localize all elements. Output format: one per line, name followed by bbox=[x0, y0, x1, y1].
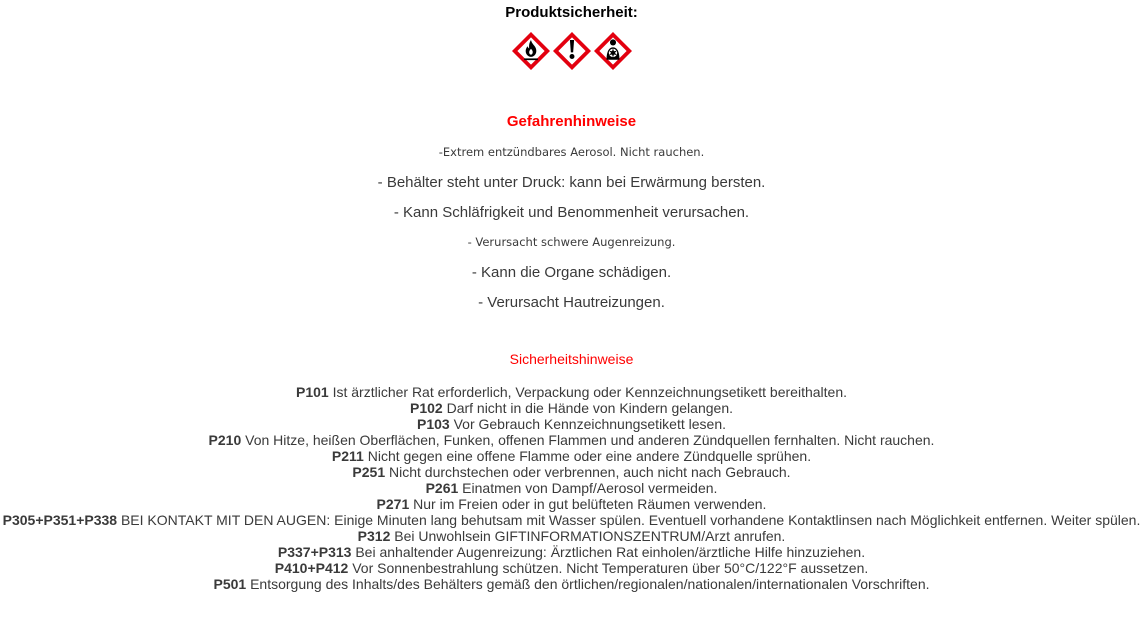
precautionary-statement: P312 Bei Unwohlsein GIFTINFORMATIONSZENTRUM/Arzt anrufen. bbox=[357, 528, 786, 544]
hazard-statement: - Behälter steht unter Druck: kann bei Erwärmung bersten. bbox=[377, 173, 766, 191]
hazard-statement: -Extrem entzündbares Aerosol. Nicht rauchen. bbox=[438, 145, 705, 159]
p-code: P103 bbox=[417, 416, 450, 432]
ghs-pictogram-row bbox=[0, 32, 1143, 70]
precautionary-statement: P211 Nicht gegen eine offene Flamme oder eine andere Zündquelle sprühen. bbox=[331, 448, 812, 464]
precautionary-statement: P210 Von Hitze, heißen Oberflächen, Funken, offenen Flammen und anderen Zündquellen fernhalten. Nicht rauchen. bbox=[208, 432, 935, 448]
precautionary-statement: P101 Ist ärztlicher Rat erforderlich, Verpackung oder Kennzeichnungsetikett bereithalten. bbox=[296, 384, 847, 400]
precautionary-statement: P103 Vor Gebrauch Kennzeichnungsetikett lesen. bbox=[417, 416, 726, 432]
p-code: P305+P351+P338 bbox=[2, 512, 118, 528]
p-code: P251 bbox=[352, 464, 386, 480]
precautionary-statement: P305+P351+P338 BEI KONTAKT MIT DEN AUGEN: Einige Minuten lang behutsam mit Wasser spülen. Eventuell vorhandene Kontaktlinsen nach Möglichkeit entfernen. Weiter spülen. bbox=[2, 512, 1141, 528]
p-code: P312 bbox=[357, 528, 391, 544]
precautionary-statement: P410+P412 Vor Sonnenbestrahlung schützen. Nicht Temperaturen über 50°C/122°F aussetzen. bbox=[274, 560, 869, 576]
precautionary-statement: P261 Einatmen von Dampf/Aerosol vermeiden. bbox=[425, 480, 718, 496]
precautionary-statement: P102 Darf nicht in die Hände von Kindern gelangen. bbox=[409, 400, 733, 416]
p-code: P211 bbox=[331, 448, 364, 464]
hazard-statements-heading: Gefahrenhinweise bbox=[506, 113, 637, 130]
hazard-statements-list bbox=[0, 137, 1143, 317]
p-code: P410+P412 bbox=[274, 560, 349, 576]
p-code: P271 bbox=[376, 496, 410, 512]
hazard-statement: - Kann Schläfrigkeit und Benommenheit verursachen. bbox=[393, 203, 750, 221]
precautionary-statements-list bbox=[0, 384, 1143, 592]
p-code: P210 bbox=[208, 432, 242, 448]
p-code: P261 bbox=[425, 480, 459, 496]
p-code: P101 bbox=[296, 384, 329, 400]
hazard-statement: - Kann die Organe schädigen. bbox=[471, 263, 672, 281]
precautionary-statement: P337+P313 Bei anhaltender Augenreizung: Ärztlichen Rat einholen/ärztliche Hilfe hinzuziehen. bbox=[277, 544, 866, 560]
precautionary-statement: P251 Nicht durchstechen oder verbrennen, auch nicht nach Gebrauch. bbox=[352, 464, 791, 480]
p-code: P501 bbox=[213, 576, 247, 592]
exclamation-icon bbox=[553, 32, 591, 70]
health-hazard-icon bbox=[594, 32, 632, 70]
p-code: P337+P313 bbox=[277, 544, 352, 560]
precautionary-statement: P501 Entsorgung des Inhalts/des Behälters gemäß den örtlichen/regionalen/nationalen/internationalen Vorschriften. bbox=[213, 576, 930, 592]
hazard-statement: - Verursacht schwere Augenreizung. bbox=[467, 235, 676, 249]
flame-icon bbox=[512, 32, 550, 70]
page-title: Produktsicherheit: bbox=[505, 4, 638, 21]
hazard-statement: - Verursacht Hautreizungen. bbox=[478, 293, 665, 311]
precautionary-statements-heading: Sicherheitshinweise bbox=[509, 351, 634, 367]
p-code: P102 bbox=[409, 400, 443, 416]
precautionary-statement: P271 Nur im Freien oder in gut belüfteten Räumen verwenden. bbox=[376, 496, 767, 512]
